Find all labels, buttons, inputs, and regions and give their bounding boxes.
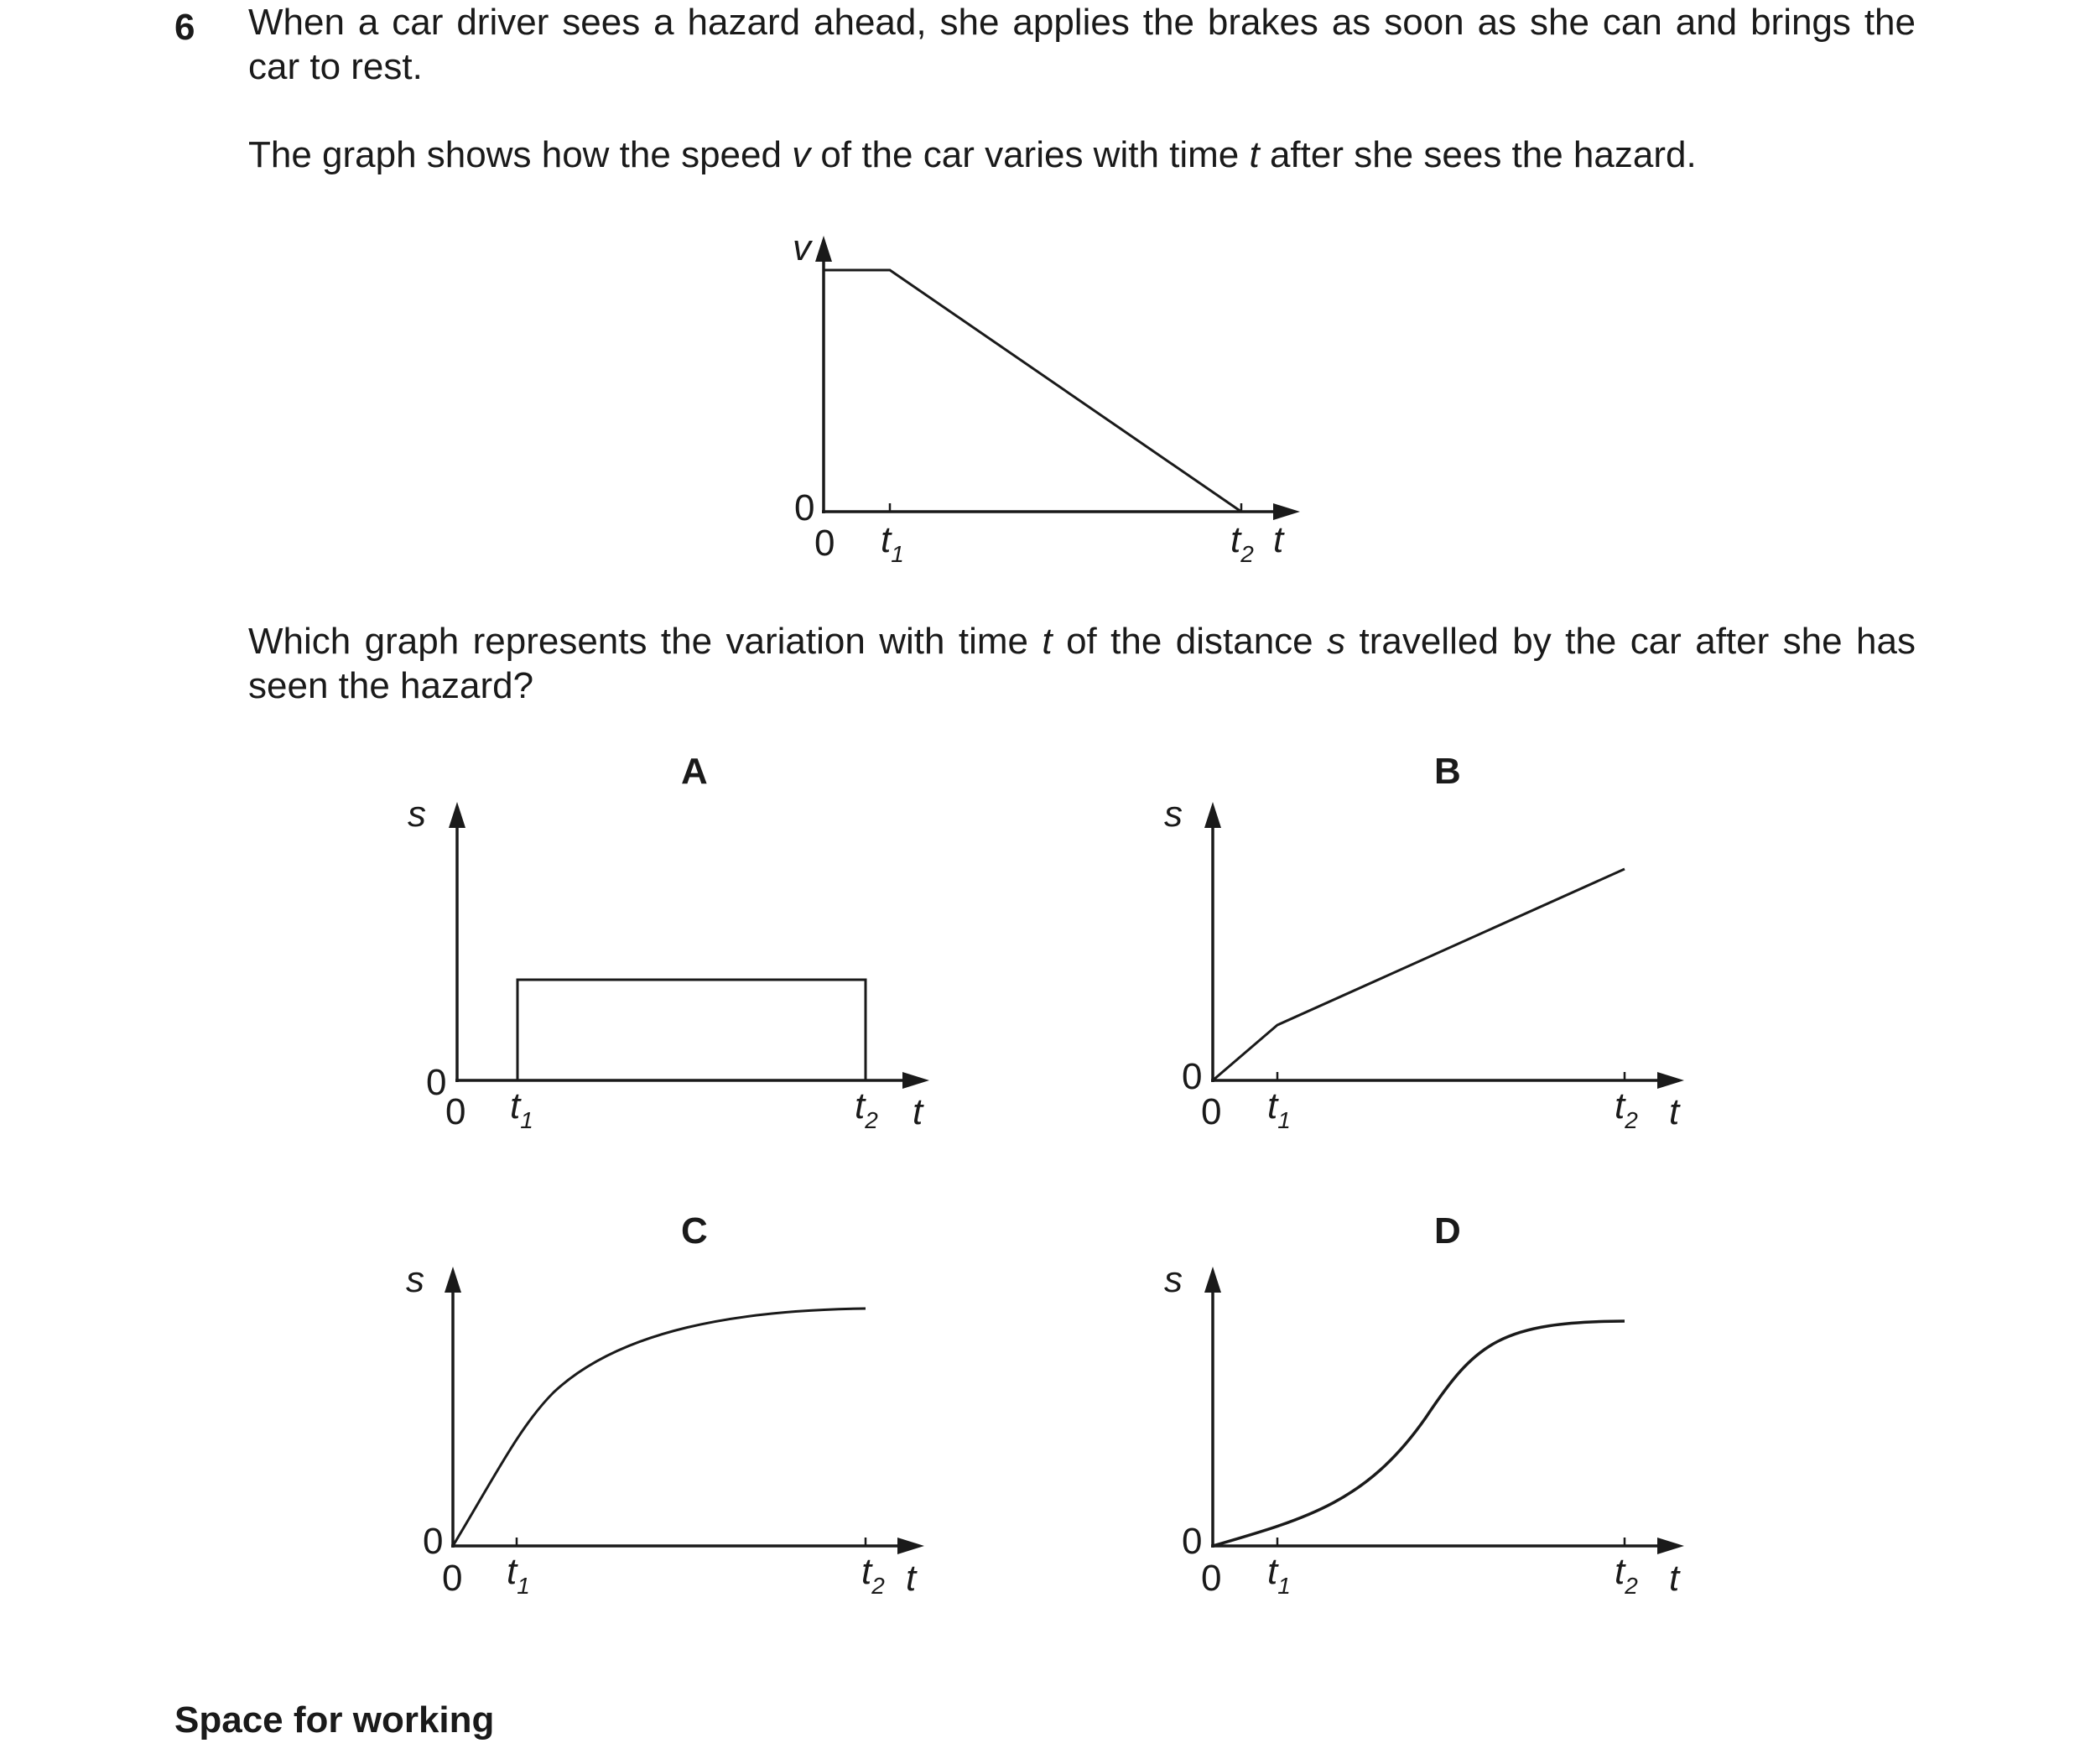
d-t1-main: t [1267, 1551, 1278, 1592]
d-t2-main: t [1615, 1551, 1625, 1592]
a-t-axis-arrowhead [902, 1072, 929, 1089]
option-c-graph [406, 1210, 924, 1599]
b-t2-label [1615, 1085, 1638, 1133]
b-t1-main: t [1267, 1085, 1278, 1127]
prompt-t: t [1042, 621, 1053, 662]
b-origin-y: 0 [1182, 1056, 1203, 1097]
graph-statement-t: t [1249, 134, 1260, 175]
speed-t2-sub: 2 [1240, 541, 1254, 567]
a-s-axis-arrowhead [449, 802, 465, 828]
option-d-graph [1164, 1210, 1684, 1599]
prompt-part2: of the distance [1052, 621, 1328, 662]
c-t1-sub: 1 [517, 1573, 530, 1599]
a-t-axis-label: t [913, 1091, 923, 1132]
prompt-part3: travelled by the car after she has seen the hazard? [248, 621, 1916, 706]
speed-t2-label [1230, 519, 1254, 567]
speed-t-axis-label: t [1273, 519, 1284, 560]
c-origin-x: 0 [442, 1558, 463, 1599]
t-axis-arrowhead [1273, 503, 1300, 520]
d-t-axis-label: t [1669, 1558, 1680, 1599]
a-s-label: s [408, 794, 426, 835]
prompt-s: s [1327, 621, 1346, 662]
a-t1-main: t [510, 1085, 521, 1127]
d-t2-sub: 2 [1625, 1573, 1638, 1599]
d-origin-y: 0 [1182, 1521, 1203, 1562]
c-t-axis-label: t [906, 1558, 917, 1599]
c-t2-main: t [861, 1551, 872, 1592]
c-t2-sub: 2 [871, 1573, 885, 1599]
option-a-letter: A [681, 751, 708, 792]
c-origin-y: 0 [423, 1521, 444, 1562]
c-curve [453, 1309, 866, 1546]
v-axis-label: v [793, 227, 811, 268]
c-t1-label [507, 1551, 530, 1599]
speed-t1-label [881, 519, 904, 567]
c-s-label: s [406, 1259, 424, 1300]
option-c-letter: C [681, 1210, 708, 1251]
d-t1-sub: 1 [1277, 1573, 1291, 1599]
d-s-axis-arrowhead [1204, 1267, 1221, 1293]
option-b-letter: B [1434, 751, 1461, 792]
graph-statement-part1: The graph shows how the speed [248, 134, 793, 175]
a-t2-main: t [855, 1085, 866, 1127]
option-d-letter: D [1434, 1210, 1461, 1251]
c-t1-main: t [507, 1551, 517, 1592]
d-t1-label [1267, 1551, 1291, 1599]
b-origin-x: 0 [1201, 1091, 1222, 1132]
c-t-axis-arrowhead [897, 1538, 924, 1554]
b-t1-label [1267, 1085, 1291, 1133]
graph-statement-part3: after she sees the hazard. [1259, 134, 1697, 175]
option-b-graph [1164, 751, 1684, 1133]
b-s-axis-arrowhead [1204, 802, 1221, 828]
c-s-axis-arrowhead [445, 1267, 461, 1293]
graph-statement-part2: of the car varies with time [810, 134, 1250, 175]
b-t-axis-label: t [1669, 1091, 1680, 1132]
b-s-label: s [1164, 794, 1183, 835]
speed-time-graph [793, 227, 1300, 567]
d-t2-label [1615, 1551, 1638, 1599]
prompt-part1: Which graph represents the variation with time [248, 621, 1043, 662]
d-s-label: s [1164, 1259, 1183, 1300]
question-intro: When a car driver sees a hazard ahead, she applies the brakes as soon as she can and brings the car to rest. [248, 2, 1916, 87]
a-origin-y: 0 [426, 1062, 447, 1103]
a-curve [517, 980, 866, 1080]
speed-origin-x-label: 0 [814, 523, 835, 564]
speed-t1-main: t [881, 519, 892, 560]
d-t-axis-arrowhead [1657, 1538, 1684, 1554]
a-t2-label [855, 1085, 878, 1133]
d-origin-x: 0 [1201, 1558, 1222, 1599]
graph-statement-v: v [792, 134, 811, 175]
speed-curve [824, 270, 1241, 512]
option-a-graph [408, 751, 929, 1133]
speed-t2-main: t [1230, 519, 1241, 560]
question-number: 6 [174, 7, 195, 48]
c-t2-label [861, 1551, 885, 1599]
v-axis-arrowhead [815, 236, 832, 262]
a-origin-x: 0 [445, 1091, 466, 1132]
space-for-working-label: Space for working [174, 1699, 495, 1741]
speed-origin-y-label: 0 [794, 487, 815, 528]
b-t2-sub: 2 [1625, 1107, 1638, 1133]
b-t1-sub: 1 [1277, 1107, 1291, 1133]
a-t1-sub: 1 [520, 1107, 533, 1133]
d-curve [1213, 1321, 1625, 1546]
a-t2-sub: 2 [865, 1107, 878, 1133]
a-t1-label [510, 1085, 533, 1133]
b-curve [1213, 869, 1625, 1080]
speed-t1-sub: 1 [891, 541, 904, 567]
b-t2-main: t [1615, 1085, 1625, 1127]
b-t-axis-arrowhead [1657, 1072, 1684, 1089]
